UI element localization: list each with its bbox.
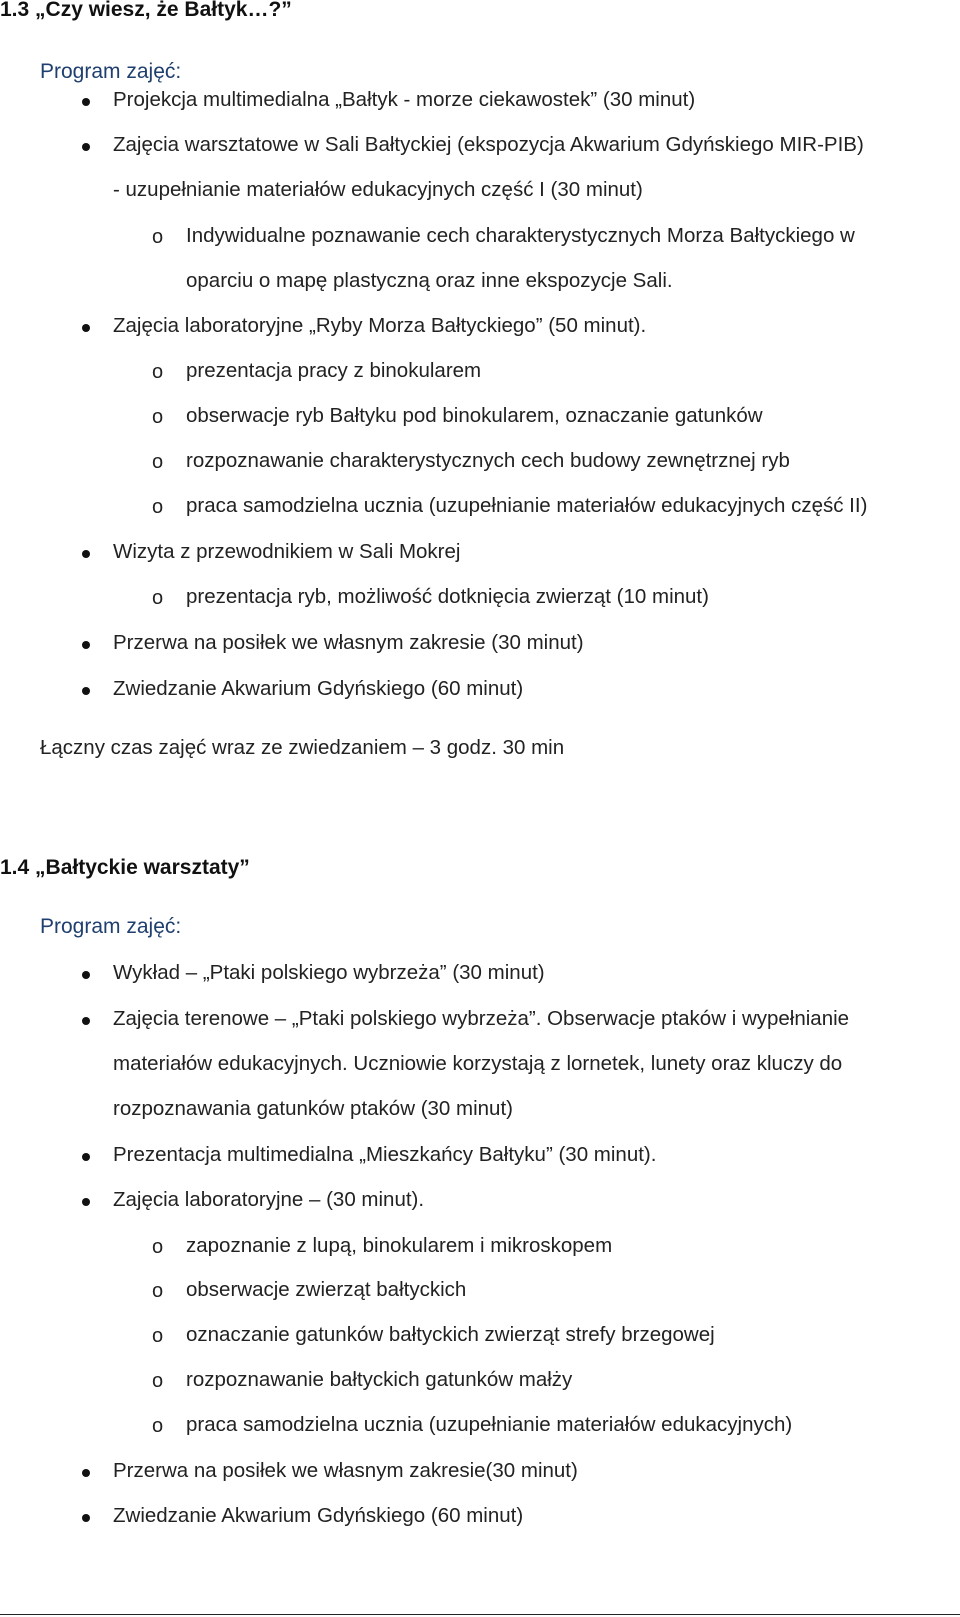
program-label-1-3: Program zajęć: <box>40 60 182 83</box>
list-item-line: - uzupełnianie materiałów edukacyjnych część I (30 minut) <box>113 178 643 201</box>
list-item-line: Zajęcia terenowe – „Ptaki polskiego wybrzeża”. Obserwacje ptaków i wypełnianie <box>113 1007 850 1030</box>
sub-bullet: o <box>152 361 164 383</box>
list-item: Wykład – „Ptaki polskiego wybrzeża” (30 minut) <box>113 961 545 984</box>
sub-list-item: rozpoznawanie charakterystycznych cech budowy zewnętrznej ryb <box>186 449 790 472</box>
sub-bullet: o <box>152 1280 164 1302</box>
program-label-1-4: Program zajęć: <box>40 915 182 938</box>
sub-list-item: praca samodzielna ucznia (uzupełnianie materiałów edukacyjnych) <box>186 1413 793 1436</box>
bullet <box>82 1198 90 1206</box>
sub-list-item-line: Indywidualne poznawanie cech charakterystycznych Morza Bałtyckiego w <box>186 224 855 247</box>
bullet <box>82 641 90 649</box>
sub-bullet: o <box>152 451 164 473</box>
list-item: Projekcja multimedialna „Bałtyk - morze ciekawostek” (30 minut) <box>113 88 696 111</box>
list-item: Zwiedzanie Akwarium Gdyńskiego (60 minut) <box>113 1504 524 1527</box>
page-divider <box>0 1614 960 1615</box>
bullet <box>82 687 90 695</box>
bullet <box>82 1514 90 1522</box>
list-item: Prezentacja multimedialna „Mieszkańcy Bałtyku” (30 minut). <box>113 1143 657 1166</box>
bullet <box>82 1017 90 1025</box>
sub-bullet: o <box>152 1236 164 1258</box>
list-item: Przerwa na posiłek we własnym zakresie(30 minut) <box>113 1459 578 1482</box>
bullet <box>82 971 90 979</box>
list-item: Zajęcia laboratoryjne – (30 minut). <box>113 1188 425 1211</box>
list-item-line: Zajęcia warsztatowe w Sali Bałtyckiej (ekspozycja Akwarium Gdyńskiego MIR-PIB) <box>113 133 864 156</box>
section-heading-1-4: 1.4 „Bałtyckie warsztaty” <box>0 856 250 879</box>
sub-bullet: o <box>152 1325 164 1347</box>
sub-list-item: oznaczanie gatunków bałtyckich zwierząt strefy brzegowej <box>186 1323 715 1346</box>
sub-bullet: o <box>152 1370 164 1392</box>
bullet <box>82 1153 90 1161</box>
sub-list-item-line: oparciu o mapę plastyczną oraz inne ekspozycje Sali. <box>186 269 673 292</box>
sub-list-item: prezentacja pracy z binokularem <box>186 359 482 382</box>
list-item: Wizyta z przewodnikiem w Sali Mokrej <box>113 540 461 563</box>
sub-bullet: o <box>152 587 164 609</box>
sub-bullet: o <box>152 406 164 428</box>
list-item: Zwiedzanie Akwarium Gdyńskiego (60 minut) <box>113 677 524 700</box>
sub-bullet: o <box>152 226 164 248</box>
bullet <box>82 550 90 558</box>
bullet <box>82 143 90 151</box>
sub-list-item: zapoznanie z lupą, binokularem i mikroskopem <box>186 1234 613 1257</box>
sub-list-item: praca samodzielna ucznia (uzupełnianie materiałów edukacyjnych część II) <box>186 494 868 517</box>
sub-list-item: obserwacje zwierząt bałtyckich <box>186 1278 467 1301</box>
sub-bullet: o <box>152 496 164 518</box>
sub-list-item: obserwacje ryb Bałtyku pod binokularem, oznaczanie gatunków <box>186 404 763 427</box>
sub-list-item: rozpoznawanie bałtyckich gatunków małży <box>186 1368 573 1391</box>
sub-bullet: o <box>152 1415 164 1437</box>
list-item: Zajęcia laboratoryjne „Ryby Morza Bałtyckiego” (50 minut). <box>113 314 647 337</box>
section-heading-1-3: 1.3 „Czy wiesz, że Bałtyk…?” <box>0 0 292 21</box>
bullet <box>82 1469 90 1477</box>
bullet <box>82 98 90 106</box>
bullet <box>82 324 90 332</box>
list-item-line: materiałów edukacyjnych. Uczniowie korzystają z lornetek, lunety oraz kluczy do <box>113 1052 843 1075</box>
list-item-line: rozpoznawania gatunków ptaków (30 minut) <box>113 1097 513 1120</box>
list-item: Przerwa na posiłek we własnym zakresie (30 minut) <box>113 631 584 654</box>
sub-list-item: prezentacja ryb, możliwość dotknięcia zwierząt (10 minut) <box>186 585 709 608</box>
total-duration: Łączny czas zajęć wraz ze zwiedzaniem – 3 godz. 30 min <box>40 736 565 759</box>
